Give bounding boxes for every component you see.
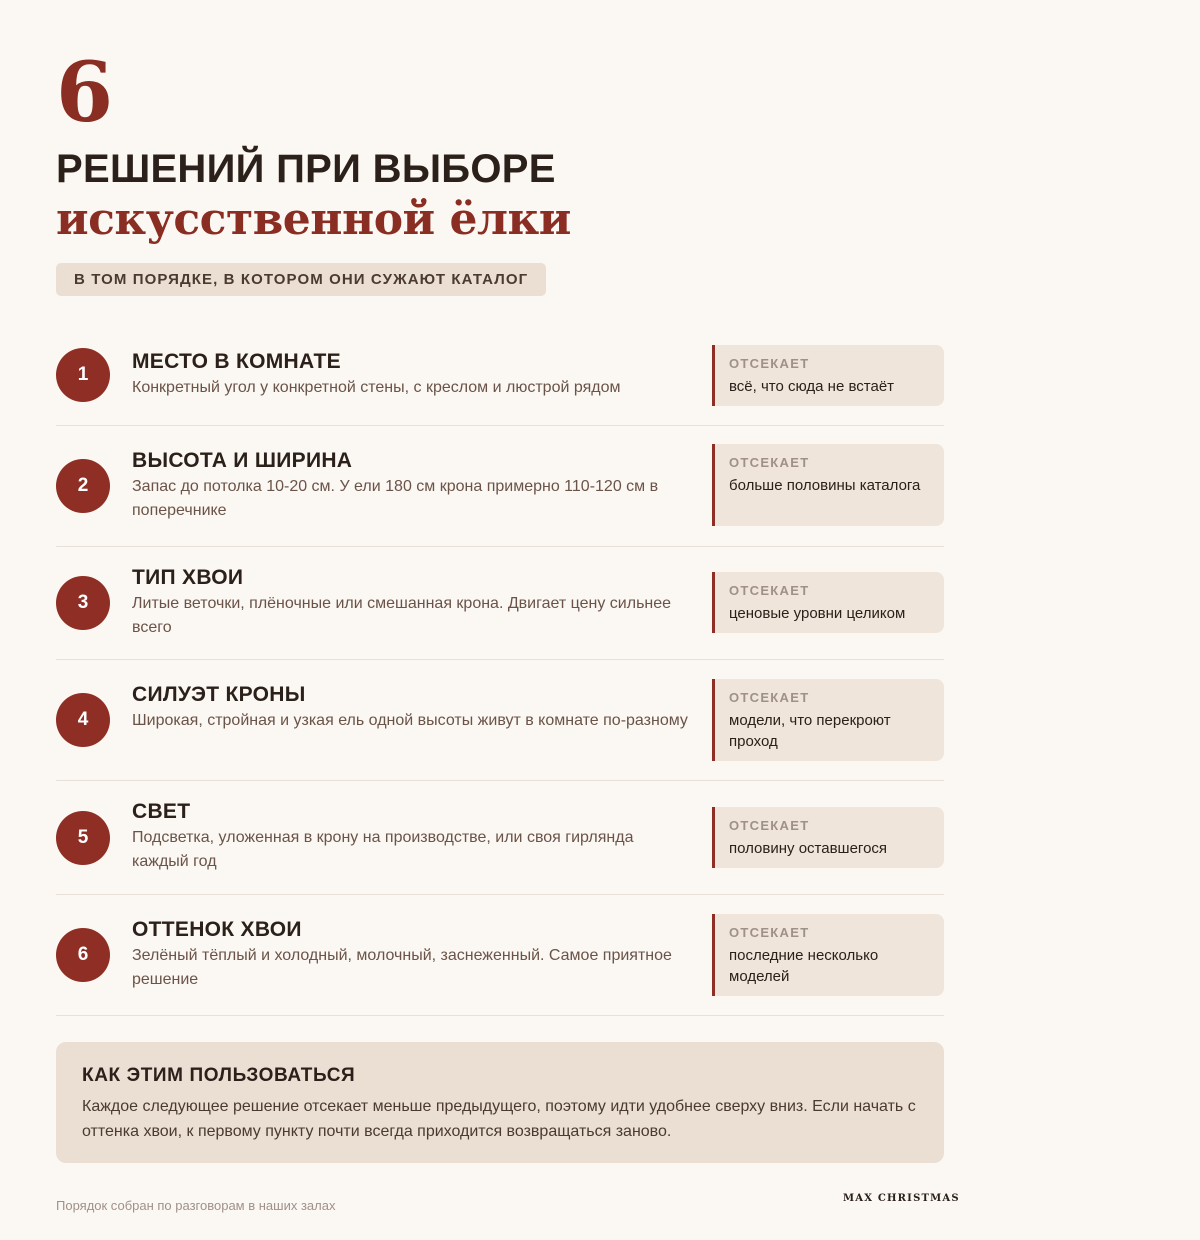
cut-label: ОТСЕКАЕТ xyxy=(729,583,810,598)
cut-label: ОТСЕКАЕТ xyxy=(729,690,810,705)
step-description: Зелёный тёплый и холодный, молочный, заснеженный. Самое приятное решение xyxy=(132,947,672,988)
step-number-badge: 1 xyxy=(56,348,110,402)
step-description: Запас до потолка 10-20 см. У ели 180 см крона примерно 110-120 см в поперечнике xyxy=(132,478,659,519)
cut-label: ОТСЕКАЕТ xyxy=(729,925,810,940)
howto-text: Каждое следующее решение отсекает меньше предыдущего, поэтому идти удобнее сверху вниз. Если начать с оттенка хвои, к первому пункту почти всегда приходится возвращаться заново. xyxy=(82,1098,916,1140)
step-number-badge: 6 xyxy=(56,928,110,982)
howto-panel xyxy=(56,1042,944,1163)
step-title: ОТТЕНОК ХВОИ xyxy=(132,918,302,941)
step-number-badge: 5 xyxy=(56,811,110,865)
step-title: СВЕТ xyxy=(132,800,191,823)
step-item xyxy=(56,547,944,660)
cut-box xyxy=(712,444,944,526)
step-number-badge: 2 xyxy=(56,459,110,513)
cut-text: ценовые уровни целиком xyxy=(729,605,906,622)
subtitle-badge: В ТОМ ПОРЯДКЕ, В КОТОРОМ ОНИ СУЖАЮТ КАТАЛОГ xyxy=(56,263,546,296)
page-title-accent: искусственной ёлки xyxy=(56,194,571,245)
step-item xyxy=(56,895,944,1016)
hero-number: 6 xyxy=(56,45,114,141)
step-title: ТИП ХВОИ xyxy=(132,566,244,589)
step-item xyxy=(56,781,944,895)
cut-box xyxy=(712,914,944,996)
cut-text: половину оставшегося xyxy=(729,840,888,857)
step-description: Литые веточки, плёночные или смешанная крона. Двигает цену сильнее всего xyxy=(132,595,672,636)
cut-label: ОТСЕКАЕТ xyxy=(729,356,810,371)
cut-text: больше половины каталога xyxy=(729,477,921,494)
cut-box xyxy=(712,807,944,868)
step-number-badge: 4 xyxy=(56,693,110,747)
cut-label: ОТСЕКАЕТ xyxy=(729,818,810,833)
footer-note: Порядок собран по разговорам в наших залах xyxy=(56,1198,336,1213)
step-title: СИЛУЭТ КРОНЫ xyxy=(132,683,306,706)
howto-title: КАК ЭТИМ ПОЛЬЗОВАТЬСЯ xyxy=(82,1065,356,1086)
step-title: МЕСТО В КОМНАТЕ xyxy=(132,350,341,373)
step-description: Подсветка, уложенная в крону на производстве, или своя гирлянда каждый год xyxy=(132,829,634,870)
cut-box xyxy=(712,572,944,633)
step-item xyxy=(56,426,944,547)
step-description: Конкретный угол у конкретной стены, с креслом и люстрой рядом xyxy=(132,379,621,396)
step-item xyxy=(56,322,944,426)
cut-text: последние несколько моделей xyxy=(729,947,879,985)
page-title: РЕШЕНИЙ ПРИ ВЫБОРЕ xyxy=(56,147,556,191)
cut-label: ОТСЕКАЕТ xyxy=(729,455,810,470)
step-title: ВЫСОТА И ШИРИНА xyxy=(132,449,353,472)
step-item xyxy=(56,660,944,781)
cut-box xyxy=(712,679,944,761)
cut-box xyxy=(712,345,944,406)
step-description: Широкая, стройная и узкая ель одной высоты живут в комнате по-разному xyxy=(132,712,688,729)
cut-text: модели, что перекроют проход xyxy=(729,712,891,750)
steps-list xyxy=(56,322,944,1016)
cut-text: всё, что сюда не встаёт xyxy=(729,378,895,395)
brand-logo: MAX CHRISTMAS xyxy=(843,1193,960,1204)
step-number-badge: 3 xyxy=(56,576,110,630)
